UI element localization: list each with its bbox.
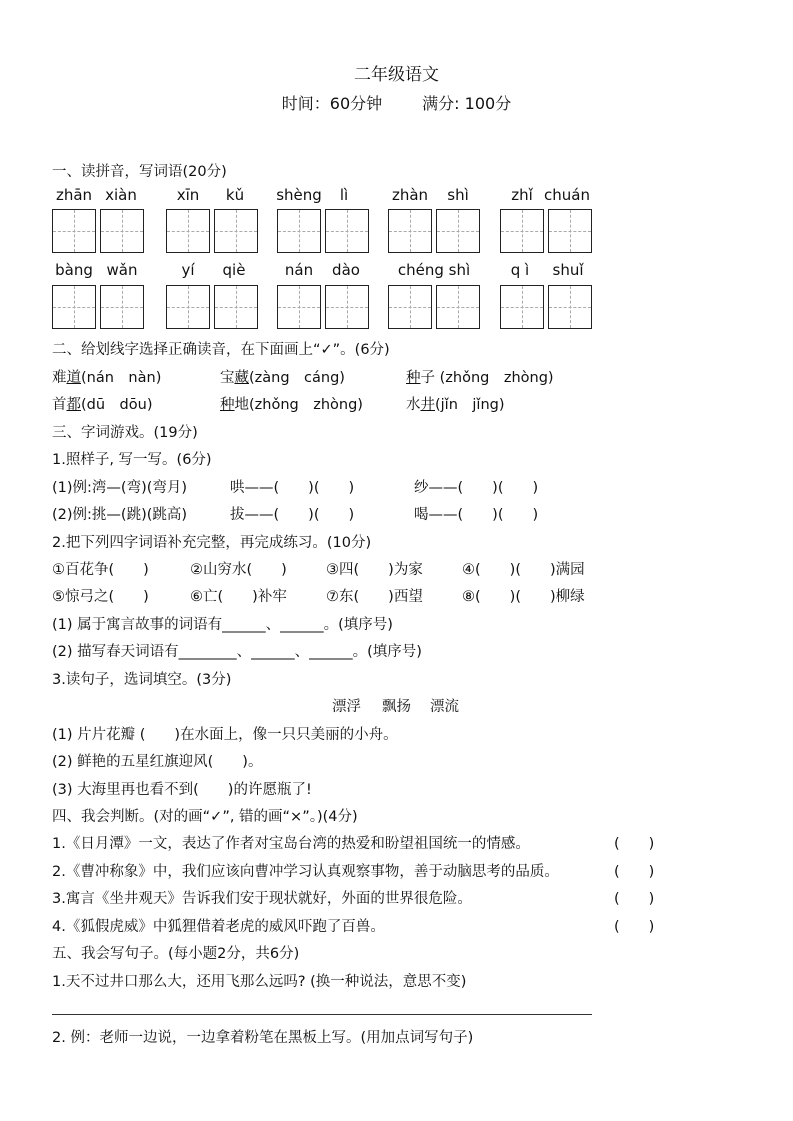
- idiom-item: ⑧( )( )柳绿: [462, 589, 585, 605]
- reading-item: 首都(dū dōu): [52, 397, 153, 413]
- judge-answer[interactable]: ( ): [614, 836, 655, 852]
- pinyin: xīn: [176, 186, 200, 204]
- full-score: 满分: 100分: [422, 94, 512, 113]
- section-2-heading: 二、给划线字选择正确读音，在下面画上“✓”。(6分): [52, 342, 390, 358]
- writing-box[interactable]: [100, 209, 144, 253]
- idiom-item: ④( )( )满园: [462, 562, 585, 578]
- sentence-item: (1) 片片花瓣 ( )在水面上，像一只只美丽的小舟。: [52, 727, 398, 743]
- pinyin: zhān: [55, 186, 93, 204]
- exam-info: [0, 91, 793, 114]
- pinyin: wǎn: [106, 261, 138, 279]
- writing-box[interactable]: [100, 285, 144, 329]
- fill-blank: 喝——( )( ): [414, 507, 539, 523]
- pinyin: nán: [284, 261, 314, 279]
- word-choice: 漂浮: [332, 699, 361, 715]
- sentence-item: (2) 鲜艳的五星红旗迎风( )。: [52, 754, 263, 770]
- word-choice: 飘扬: [382, 699, 411, 715]
- question-3-3: 3.读句子，选词填空。(3分): [52, 672, 232, 688]
- section-3-heading: 三、字词游戏。(19分): [52, 425, 198, 441]
- writing-box[interactable]: [52, 209, 96, 253]
- word-choice: 漂流: [430, 699, 459, 715]
- writing-box[interactable]: [277, 285, 321, 329]
- sub-question: (2) 描写春天词语有________、______、______。(填序号): [52, 644, 422, 660]
- writing-box[interactable]: [436, 209, 480, 253]
- writing-box[interactable]: [436, 285, 480, 329]
- writing-box[interactable]: [548, 285, 592, 329]
- judge-item: 2.《曹冲称象》中，我们应该向曹冲学习认真观察事物，善于动脑思考的品质。: [52, 864, 559, 880]
- pinyin: shuǐ: [552, 261, 584, 279]
- writing-box[interactable]: [166, 209, 210, 253]
- idiom-item: ⑤惊弓之( ): [52, 589, 149, 605]
- pinyin: dào: [332, 261, 360, 279]
- writing-box[interactable]: [277, 209, 321, 253]
- example: (1)例:湾—(弯)(弯月): [52, 480, 188, 496]
- judge-item: 3.寓言《坐井观天》告诉我们安于现状就好，外面的世界很危险。: [52, 891, 472, 907]
- reading-item: 水井(jǐn jǐng): [406, 397, 505, 413]
- question-3-1: 1.照样子, 写一写。(6分): [52, 452, 212, 468]
- idiom-item: ②山穷水( ): [190, 562, 287, 578]
- example: (2)例:挑—(跳)(跳高): [52, 507, 188, 523]
- sub-question: (1) 属于寓言故事的词语有______、______。(填序号): [52, 617, 393, 633]
- idiom-item: ③四( )为家: [326, 562, 423, 578]
- pinyin: zhàn: [391, 186, 429, 204]
- judge-answer[interactable]: ( ): [614, 864, 655, 880]
- writing-box[interactable]: [548, 209, 592, 253]
- pinyin: shì: [447, 186, 469, 204]
- writing-box[interactable]: [500, 285, 544, 329]
- answer-line[interactable]: [52, 1014, 592, 1015]
- pinyin: chéng shì: [397, 261, 471, 279]
- idiom-item: ①百花争( ): [52, 562, 149, 578]
- reading-item: 种子 (zhǒng zhòng): [406, 370, 554, 386]
- pinyin: chuán: [544, 186, 590, 204]
- sentence-item: (3) 大海里再也看不到( )的许愿瓶了!: [52, 782, 312, 798]
- writing-box[interactable]: [388, 209, 432, 253]
- pinyin: xiàn: [105, 186, 137, 204]
- section-5-heading: 五、我会写句子。(每小题2分，共6分): [52, 946, 300, 962]
- judge-answer[interactable]: ( ): [614, 919, 655, 935]
- fill-blank: 哄——( )( ): [230, 480, 355, 496]
- writing-box[interactable]: [325, 209, 369, 253]
- writing-box[interactable]: [166, 285, 210, 329]
- idiom-item: ⑦东( )西望: [326, 589, 423, 605]
- reading-item: 宝藏(zàng cáng): [220, 370, 345, 386]
- pinyin: q ì: [510, 261, 530, 279]
- reading-item: 难道(nán nàn): [52, 370, 162, 386]
- writing-box[interactable]: [214, 209, 258, 253]
- writing-box[interactable]: [500, 209, 544, 253]
- fill-blank: 拔——( )( ): [230, 507, 355, 523]
- idiom-item: ⑥亡( )补牢: [190, 589, 287, 605]
- judge-item: 4.《狐假虎威》中狐狸借着老虎的威风吓跑了百兽。: [52, 919, 385, 935]
- question-5-2: 2. 例：老师一边说，一边拿着粉笔在黑板上写。(用加点词写句子): [52, 1030, 474, 1046]
- pinyin: kǔ: [225, 186, 245, 204]
- writing-box[interactable]: [214, 285, 258, 329]
- question-3-2: 2.把下列四字词语补充完整，再完成练习。(10分): [52, 535, 372, 551]
- page-title: 二年级语文: [354, 65, 439, 85]
- pinyin: yí: [181, 261, 195, 279]
- pinyin: lì: [339, 186, 349, 204]
- writing-box[interactable]: [388, 285, 432, 329]
- pinyin: shèng: [276, 186, 322, 204]
- pinyin: qiè: [222, 261, 246, 279]
- reading-item: 种地(zhǒng zhòng): [220, 397, 363, 413]
- pinyin-row-2: [52, 261, 612, 281]
- judge-item: 1.《日月潭》一文，表达了作者对宝岛台湾的热爱和盼望祖国统一的情感。: [52, 836, 530, 852]
- pinyin: zhǐ: [511, 186, 533, 204]
- writing-box[interactable]: [52, 285, 96, 329]
- judge-answer[interactable]: ( ): [614, 891, 655, 907]
- section-1-heading: 一、读拼音，写词语(20分): [52, 164, 227, 180]
- pinyin: bàng: [55, 261, 93, 279]
- section-4-heading: 四、我会判断。(对的画“✓”, 错的画“×”。)(4分): [52, 809, 358, 825]
- question-5-1: 1.天不过井口那么大，还用飞那么远吗? (换一种说法，意思不变): [52, 974, 467, 990]
- writing-box[interactable]: [325, 285, 369, 329]
- fill-blank: 纱——( )( ): [414, 480, 539, 496]
- pinyin-row-1: [52, 186, 612, 206]
- time-limit: 时间：60分钟: [281, 94, 383, 113]
